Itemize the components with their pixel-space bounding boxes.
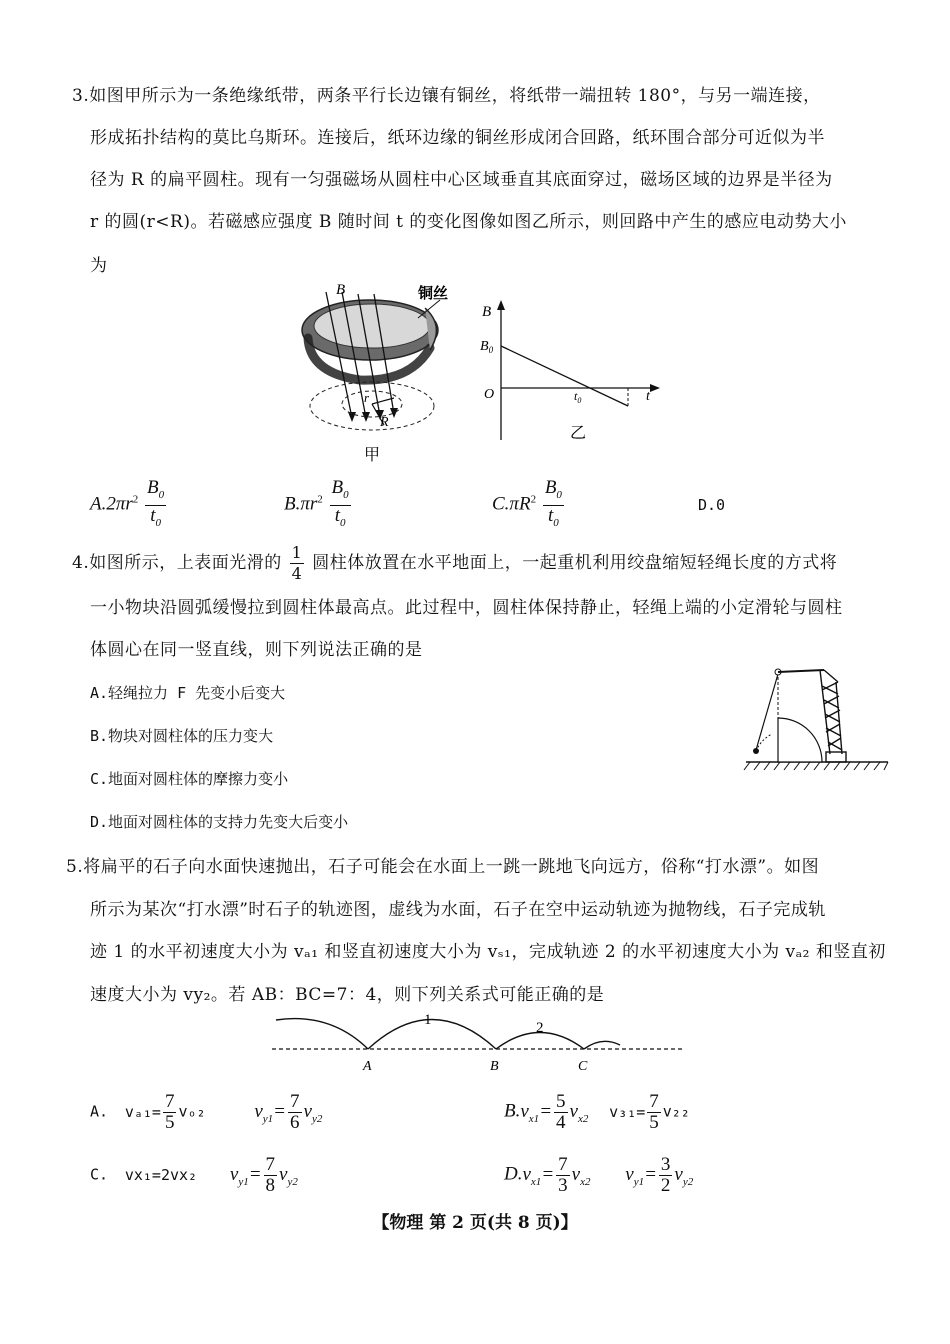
q4-line-1: 4.如图所示，上表面光滑的 $\frac{1}{4}$ 圆柱体放置在水平地面上，一起重机利用绞盘缩短轻绳长度的方式将 <box>72 543 838 583</box>
caption-yi: 乙 <box>570 425 587 442</box>
q3-line-2: 形成拓扑结构的莫比乌斯环。连接后，纸环边缘的铜丝形成闭合回路，纸环围合部分可近似为半 <box>90 128 825 148</box>
quarter-cylinder <box>778 718 822 762</box>
label-1: 1 <box>424 1012 432 1028</box>
figure-jia-mobius-ring <box>290 278 465 468</box>
q5-line-1: 5.将扁平的石子向水面快速抛出，石子可能会在水面上一跳一跳地飞向远方，俗称“打水漂”。如图 <box>66 857 820 877</box>
q5-option-a: A. vₐ₁= $\frac{7}{5}$ vₒ₂ $v_{y1}=$ $\frac{7}{6}$ $v_{y2}$ <box>90 1091 323 1133</box>
trajectory-next <box>584 1041 620 1049</box>
q3-option-d: D.0 <box>698 496 726 514</box>
q5-option-d: $D.v_{x1}=$ $\frac{7}{3}$ $v_{x2}$ $v_{y1}=$ $\frac{3}{2}$ $v_{y2}$ <box>504 1154 694 1196</box>
y-axis-arrow <box>497 300 505 310</box>
label-R: R <box>380 415 389 430</box>
q4-option-d: D.地面对圆柱体的支持力先变大后变小 <box>90 813 349 831</box>
q3-line-4: r 的圆(r<R)。若磁感应强度 B 随时间 t 的变化图像如图乙所示，则回路中产生的感应电动势大小 <box>90 212 847 232</box>
label-B0: $B_0$ <box>480 339 494 355</box>
label-B: B <box>336 282 346 298</box>
crane-tower <box>820 670 846 762</box>
q5-line-3: 迹 1 的水平初速度大小为 vₐ₁ 和竖直初速度大小为 vₛ₁，完成轨迹 2 的水平初速度大小为 vₐ₂ 和竖直初 <box>90 942 886 962</box>
label-A: A <box>363 1059 372 1074</box>
label-C: C <box>578 1059 588 1074</box>
label-axis-B: B <box>482 304 492 320</box>
q4-option-b: B.物块对圆柱体的压力变大 <box>90 727 274 745</box>
q5-option-b: $B.v_{x1}=$ $\frac{5}{4}$ $v_{x2}$ v₃₁= $\frac{7}{5}$ v₂₂ <box>504 1091 690 1133</box>
cylinder-boundary-R <box>310 382 434 430</box>
ring-inner-band <box>314 304 430 348</box>
q3-line-3: 径为 R 的扁平圆柱。现有一匀强磁场从圆柱中心区域垂直其底面穿过，磁场区域的边界是半径为 <box>90 170 833 190</box>
b-line <box>501 346 628 406</box>
q3-line-1: 3.如图甲所示为一条绝缘纸带，两条平行长边镶有铜丝，将纸带一端扭转 180°，与另一端连接， <box>72 86 821 106</box>
label-t0: $t_0$ <box>574 389 582 405</box>
label-B: B <box>490 1059 499 1074</box>
figure-crane <box>742 660 892 775</box>
page-footer: 【物理 第 2 页(共 8 页)】 <box>372 1213 578 1233</box>
figure-stone-skipping <box>270 1008 684 1078</box>
rope <box>756 674 778 750</box>
q5-option-c: C. vx₁=2vx₂ $v_{y1}=$ $\frac{7}{8}$ $v_{y2}$ <box>90 1154 298 1196</box>
ground-hatch <box>744 762 888 770</box>
label-r: r <box>364 390 370 405</box>
radius-r-line <box>372 398 394 404</box>
q4-line-3: 体圆心在同一竖直线，则下列说法正确的是 <box>90 640 423 660</box>
q4-option-a: A.轻绳拉力 F 先变小后变大 <box>90 684 286 702</box>
label-2: 2 <box>536 1020 544 1036</box>
label-wire: 铜丝 <box>418 286 449 302</box>
label-axis-t: t <box>646 389 650 404</box>
figure-yi-bt-graph <box>476 300 666 450</box>
q4-line-2: 一小物块沿圆弧缓慢拉到圆柱体最高点。此过程中，圆柱体保持静止，轻绳上端的小定滑轮与圆柱 <box>90 598 843 618</box>
crane-jib <box>778 670 824 672</box>
q3-option-c: $C.\pi R^2$ $\frac{B_0}{t_0}$ <box>492 477 562 529</box>
q3-option-a: $A.2\pi r^2$ $\frac{B_0}{t_0}$ <box>90 477 165 529</box>
q5-line-2: 所示为某次“打水漂”时石子的轨迹图，虚线为水面，石子在空中运动轨迹为抛物线，石子完成轨 <box>90 900 826 920</box>
q3-line-5: 为 <box>90 256 108 276</box>
x-axis-arrow <box>650 384 660 392</box>
q4-option-c: C.地面对圆柱体的摩擦力变小 <box>90 770 289 788</box>
label-O: O <box>484 387 495 402</box>
trajectory-1 <box>368 1020 496 1050</box>
trajectory-incoming <box>276 1019 368 1049</box>
q3-option-b: $B.\pi r^2$ $\frac{B_0}{t_0}$ <box>284 477 349 529</box>
q5-line-4: 速度大小为 vy₂。若 AB：BC=7：4，则下列关系式可能正确的是 <box>90 985 605 1005</box>
caption-jia: 甲 <box>364 447 381 464</box>
